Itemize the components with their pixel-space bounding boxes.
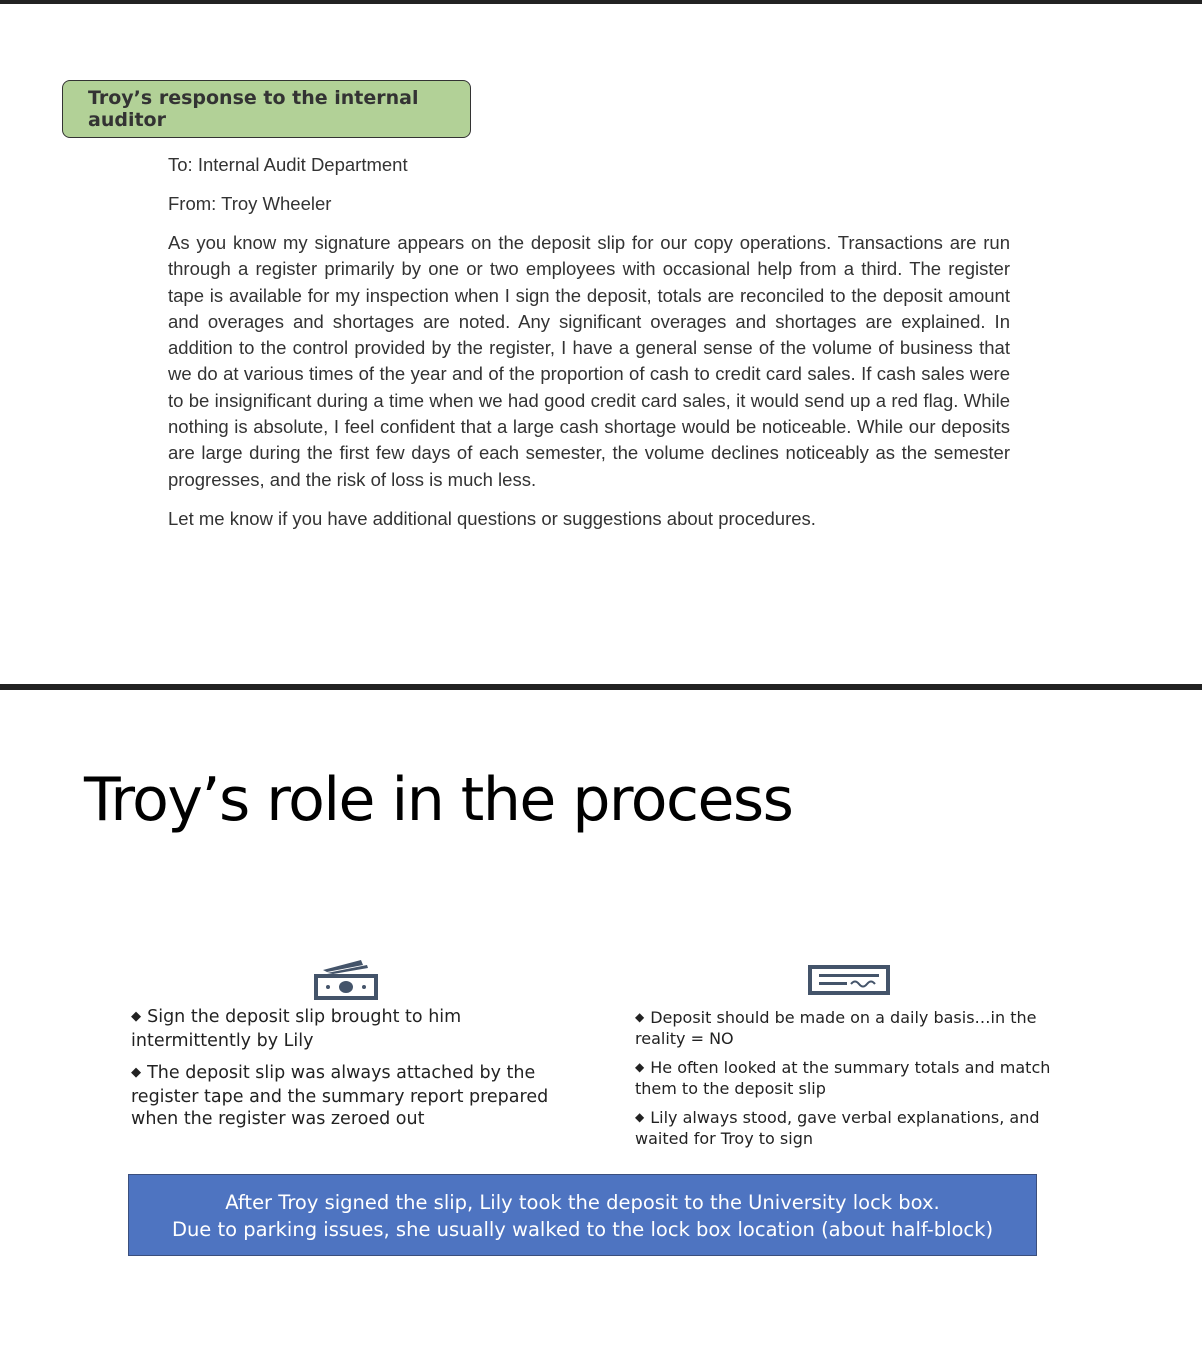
list-item: ◆ Deposit should be made on a daily basis…in the reality = NO xyxy=(635,1008,1037,1048)
memo-to: To: Internal Audit Department xyxy=(168,154,408,175)
bullet-icon: ◆ xyxy=(635,1110,645,1124)
bullet-icon: ◆ xyxy=(131,1009,142,1024)
check-icon xyxy=(807,964,891,996)
callout-line-2: Due to parking issues, she usually walked to the lock box location (about half-block) xyxy=(171,1218,994,1241)
slide-divider xyxy=(0,684,1202,690)
memo-closing: Let me know if you have additional questions or suggestions about procedures. xyxy=(168,507,816,529)
callout-line-1: After Troy signed the slip, Lily took the deposit to the University lock box. xyxy=(225,1191,940,1214)
memo-tag-label: Troy’s response to the internal auditor xyxy=(88,87,419,131)
list-item: ◆ The deposit slip was always attached by the register tape and the summary report prepared when the register was zeroed out xyxy=(131,1063,549,1129)
bullet-icon: ◆ xyxy=(635,1010,645,1024)
cash-icon xyxy=(313,956,379,1002)
bullet-icon: ◆ xyxy=(131,1065,142,1080)
memo-body: As you know my signature appears on the deposit slip for our copy operations. Transactions are run through a register primarily by one or two employees with occasional help from a third. The register tape is available for my inspection when I sign the deposit, totals are reconciled to the deposit amount and overages and shortages are noted. Any significant overages and shortages are explained. In addition to the control provided by the register, I have a general sense of the volume of business that we do at various times of the year and of the proportion of cash to credit card sales. If cash sales were to be insignificant during a time when we had good credit card sales, it would send up a red flag. While nothing is absolute, I feel confident that a large cash shortage would be noticeable. While our deposits are large during the first few days of each semester, the volume declines noticeably as the semester progresses, and the risk of loss is much less. xyxy=(168,232,1010,490)
bullet-icon: ◆ xyxy=(635,1060,645,1074)
list-item: ◆ Sign the deposit slip brought to him intermittently by Lily xyxy=(131,1007,462,1051)
top-divider xyxy=(0,0,1202,4)
left-bullet-list xyxy=(131,1006,571,1140)
memo xyxy=(168,152,1010,532)
slide-title: Troy’s role in the process xyxy=(84,765,793,835)
memo-from: From: Troy Wheeler xyxy=(168,193,332,214)
list-item: ◆ Lily always stood, gave verbal explanations, and waited for Troy to sign xyxy=(635,1108,1040,1148)
memo-tag xyxy=(62,80,471,138)
right-bullet-list xyxy=(635,1008,1075,1158)
list-item: ◆ He often looked at the summary totals and match them to the deposit slip xyxy=(635,1058,1051,1098)
callout-box xyxy=(128,1174,1037,1256)
